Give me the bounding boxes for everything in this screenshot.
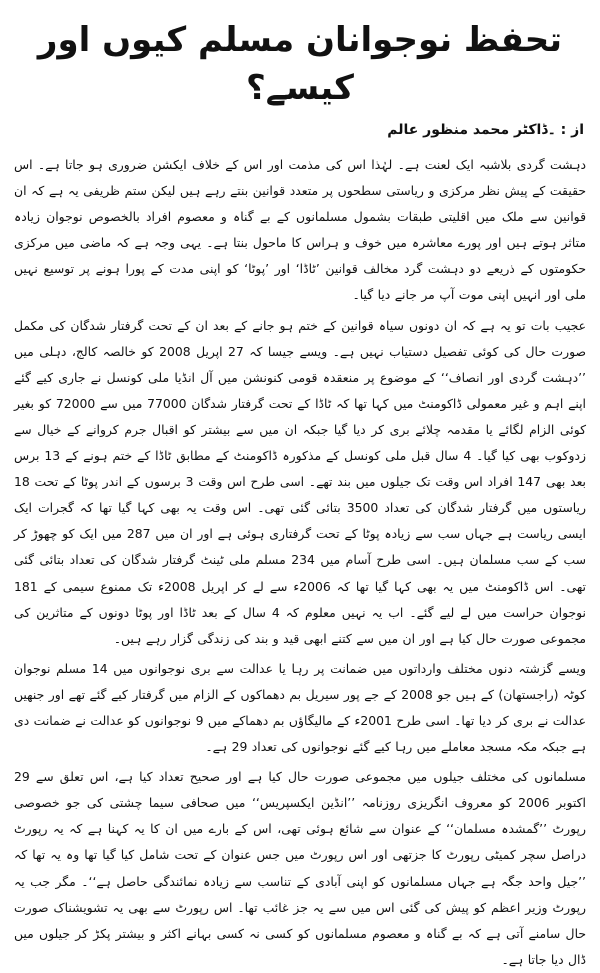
article-title: تحفظ نوجوانان مسلم کیوں اور کیسے؟ — [37, 20, 563, 108]
article-byline: از : ۔ڈاکٹر محمد منظور عالم — [387, 122, 584, 138]
article-paragraph-1: دہشت گردی بلاشبہ ایک لعنت ہے۔ لہٰذا اس کی مذمت اور اس کے خلاف ایکشن ضروری ہو جاتا ہے۔ اس حقیقت کے پیش نظر مرکزی و ریاستی سطحوں پر متعدد قوانین بنتے رہے ہیں لیکن ستم ظریفی یہ ہے کہ ان قوانین سے ملک میں اقلیتی طبقات بشمول مسلمانوں کے بے گناہ و معصوم افراد بالخصوص نوجوان زیادہ متاثر ہوتے ہیں اور پورے معاشرہ میں خوف و ہراس کا ماحول بنتا ہے۔ یہی وجہ ہے کہ ماضی میں مرکزی حکومتوں کے ذریعے دو دہشت گرد مخالف قوانین ’ٹاڈا‘ اور ’پوٹا‘ کو اپنی مدت کے پورا ہونے پر توسیع نہیں ملی اور انہیں اپنی موت آپ مر جانے دیا گیا۔ — [14, 157, 586, 303]
article-paragraph-3: ویسے گزشتہ دنوں مختلف وارداتوں میں ضمانت پر رہا یا عدالت سے بری نوجوانوں میں 14 مسلم نوجوان کوٹہ (راجستھان) کے ہیں جو 2008 کے جے پور سیریل بم دھماکوں کے الزام میں گرفتار کیے گئے تھے اور جنھیں عدالت نے بری کر دیا تھا۔ اسی طرح 2001ء کے مالیگاؤں بم دھماکے میں 9 نوجوانوں کو عدالت نے ضمانت دی ہے جبکہ مکہ مسجد معاملے میں رہا کیے گئے نوجوانوں کی تعداد 29 ہے۔ — [14, 660, 586, 755]
article-paragraph-4: مسلمانوں کی مختلف جیلوں میں مجموعی صورت حال کیا ہے اور صحیح تعداد کیا ہے، اس تعلق سے 29 اکتوبر 2006 کو معروف انگریزی روزنامہ ’’انڈین ایکسپریس‘‘ میں صحافی سیما چشتی کی جو خصوصی رپورٹ ’’گمشدہ مسلمان‘‘ کے عنوان سے شائع ہوئی تھی، اس کے بارے میں ان کا یہ کہنا ہے کہ یہ رپورٹ دراصل سچر کمیٹی رپورٹ کا جزتھی اور اس رپورٹ میں جس عنوان کے تحت شامل کیا گیا تھا وہ یہ تھا کہ ’’جیل واحد جگہ ہے جہاں مسلمانوں کو اپنی آبادی کے تناسب سے زیادہ نمائندگی حاصل ہے‘‘۔ مگر جب یہ رپورٹ وزیر اعظم کو پیش کی گئی اس میں سے یہ جز غائب تھا۔ اس رپورٹ سے بھی یہ تشویشناک صورت حال سامنے آتی ہے کہ بے گناہ و معصوم مسلمانوں کو کسی نہ کسی بہانے اکثر و بیشتر پکڑ کر جیلوں میں ڈال دیا جاتا ہے۔ — [14, 769, 586, 967]
article-paragraph-2: عجیب بات تو یہ ہے کہ ان دونوں سیاہ قوانین کے ختم ہو جانے کے بعد ان کے تحت گرفتار شدگان کی مکمل صورت حال کی کوئی تفصیل دستیاب نہیں ہے۔ ویسے جیسا کہ 27 اپریل 2008 کو خالصہ کالج، دہلی میں ’’دہشت گردی اور انصاف‘‘ کے موضوع پر منعقدہ قومی کنونشن میں آل انڈیا ملی کونسل نے جاری کیے گئے اپنے اہم و غیر معمولی ڈاکومنٹ میں کہا تھا کہ ٹاڈا کے تحت گرفتار شدگان 77000 میں سے 72000 کو بغیر کوئی الزام لگائے یا مقدمہ چلائے بری کر دیا گیا جبکہ ان میں سے بیشتر کو اقبال جرم کروانے کے خیال سے زدوکوب بھی کیا گیا۔ 4 سال قبل ملی کونسل کے مذکورہ ڈاکومنٹ کے مطابق ٹاڈا کے ختم ہونے کے 13 برس بعد بھی 147 افراد اس وقت تک جیلوں میں بند تھے۔ اسی طرح اس وقت 3 برسوں کے اندر پوٹا کے تحت 18 ریاستوں میں گرفتار شدگان کی تعداد 3500 بتائی گئی تھی۔ اس وقت یہ بھی کہا گیا تھا کہ گجرات ایک ایسی ریاست ہے جہاں سب سے زیادہ پوٹا کے تحت گرفتاری ہوئی ہے اور ان میں 287 میں ایک کو چھوڑ کر سب کے سب مسلمان ہیں۔ اسی طرح آسام میں 234 مسلم ملی ٹینٹ گرفتار شدگان کی تعداد بتائی گئی تھی۔ اس ڈاکومنٹ میں یہ بھی کہا گیا تھا کہ 2006ء سے لے کر اپریل 2008ء تک ممنوع سیمی کے 181 نوجوان حراست میں لے لیے گئے۔ اب یہ نہیں معلوم کہ 4 سال کے بعد ٹاڈا اور پوٹا دونوں کے متاثرین کی مجموعی صورت حال کیا ہے اور ان میں سے کتنے ابھی قید و بند کی زندگی گزار رہے ہیں۔ — [14, 317, 587, 646]
